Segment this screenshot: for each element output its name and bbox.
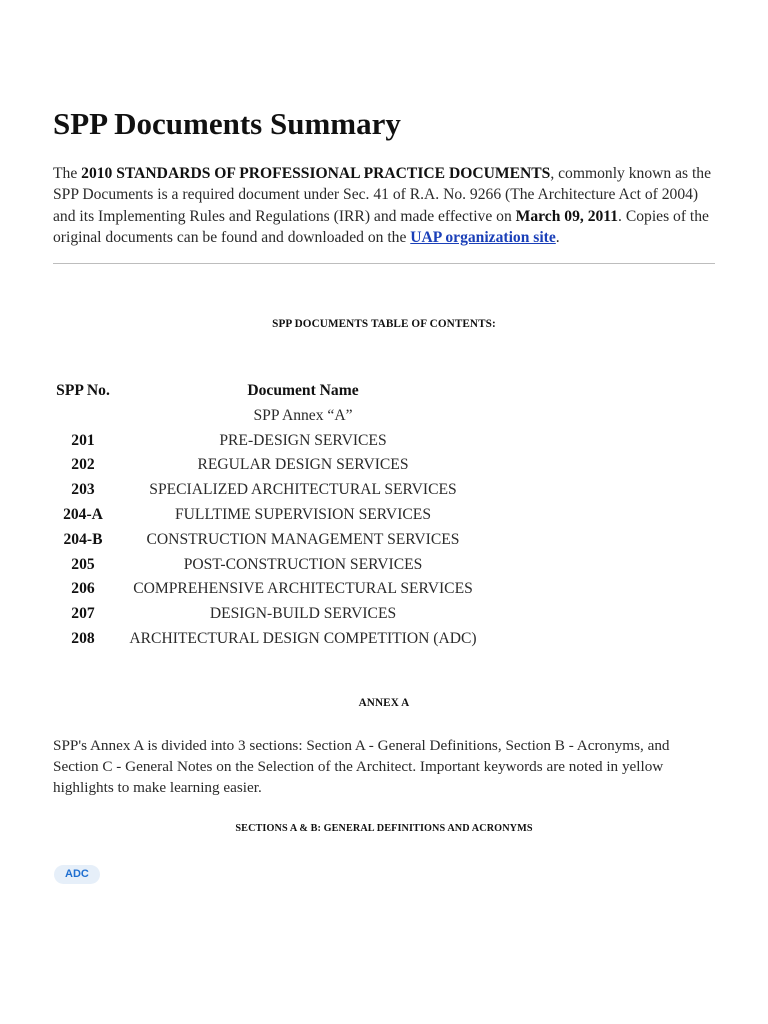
intro-text: , commonly known as the SPP Documents is a required document under Sec. 41 of R.A. No. 9266 (The Architecture Act of 2004) and its Implementing Rules and Regulations (IRR) and made effective on bbox=[53, 165, 712, 225]
table-row bbox=[53, 627, 493, 652]
toc-spp-no: 204-A bbox=[63, 505, 103, 523]
toc-col-document-name: Document Name bbox=[247, 382, 359, 399]
sections-heading: SECTIONS A & B: GENERAL DEFINITIONS AND ACRONYMS bbox=[235, 823, 533, 834]
intro-text: . bbox=[555, 229, 560, 247]
toc-header-row bbox=[53, 379, 493, 404]
intro-bold-date: March 09, 2011 bbox=[515, 207, 619, 225]
table-row bbox=[53, 553, 493, 578]
toc-document-name: ARCHITECTURAL DESIGN COMPETITION (ADC) bbox=[129, 629, 477, 647]
toc-document-name: PRE-DESIGN SERVICES bbox=[219, 431, 387, 449]
toc-spp-no: 204-B bbox=[63, 530, 103, 548]
toc-document-name: DESIGN-BUILD SERVICES bbox=[209, 605, 397, 623]
annex-heading: ANNEX A bbox=[358, 697, 410, 709]
toc-spp-no: 207 bbox=[71, 605, 95, 623]
toc-document-name: FULLTIME SUPERVISION SERVICES bbox=[175, 505, 431, 523]
toc-spp-no: 208 bbox=[71, 629, 95, 647]
table-row bbox=[53, 602, 493, 627]
toc-document-name: REGULAR DESIGN SERVICES bbox=[197, 456, 409, 474]
toc-document-name: COMPREHENSIVE ARCHITECTURAL SERVICES bbox=[133, 580, 473, 598]
table-row bbox=[53, 528, 493, 553]
intro-bold-title: 2010 STANDARDS OF PROFESSIONAL PRACTICE DOCUMENTS bbox=[81, 165, 551, 182]
divider bbox=[53, 263, 715, 264]
table-row bbox=[53, 478, 493, 503]
table-row bbox=[53, 404, 493, 429]
intro-paragraph bbox=[53, 163, 715, 249]
table-row bbox=[53, 453, 493, 478]
uap-site-link[interactable]: UAP organization site bbox=[410, 229, 556, 247]
intro-text: . Copies of the original documents can be found and downloaded on the bbox=[53, 207, 709, 247]
toc-col-spp-no: SPP No. bbox=[56, 382, 110, 399]
toc-document-name: SPECIALIZED ARCHITECTURAL SERVICES bbox=[149, 481, 457, 499]
toc-spp-no: 202 bbox=[71, 456, 95, 474]
toc-document-name: CONSTRUCTION MANAGEMENT SERVICES bbox=[146, 530, 460, 548]
page-title: SPP Documents Summary bbox=[53, 106, 401, 141]
toc-spp-no: 203 bbox=[71, 481, 95, 499]
table-row bbox=[53, 503, 493, 528]
toc-spp-no: 205 bbox=[71, 555, 95, 573]
toc-document-name: SPP Annex “A” bbox=[253, 406, 353, 424]
adc-tag[interactable]: ADC bbox=[54, 865, 100, 884]
toc-spp-no bbox=[53, 404, 113, 429]
intro-text: The bbox=[53, 165, 82, 182]
table-row bbox=[53, 577, 493, 602]
toc-table bbox=[53, 379, 493, 652]
table-row bbox=[53, 429, 493, 454]
annex-paragraph: SPP's Annex A is divided into 3 sections: Section A - General Definitions, Section B - Acronyms, and Section C - General Notes on the Selection of the Architect. Important keywords are noted in yellow highlights to make learning easier. bbox=[53, 737, 670, 796]
toc-spp-no: 206 bbox=[71, 580, 95, 598]
toc-heading: SPP DOCUMENTS TABLE OF CONTENTS: bbox=[272, 318, 496, 330]
toc-spp-no: 201 bbox=[71, 431, 95, 449]
toc-document-name: POST-CONSTRUCTION SERVICES bbox=[183, 555, 423, 573]
